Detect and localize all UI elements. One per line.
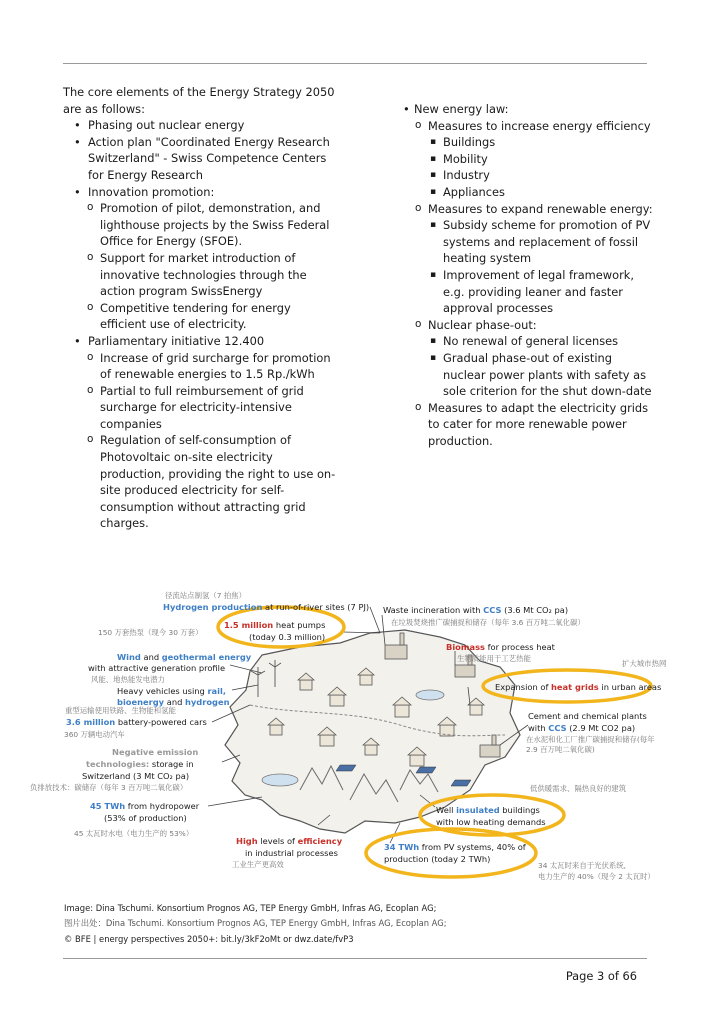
list-item: o Regulation of self-consumption of Photovoltaic on-site electricity production, providing the right to use on-site produced electricity for self-consumption without attracting grid charges.	[63, 432, 338, 532]
left-list	[63, 117, 338, 532]
list-item: • Phasing out nuclear energy	[63, 117, 338, 134]
list-item: o Measures to expand renewable energy:	[403, 201, 653, 218]
wind-label-2: with attractive generation profile	[88, 663, 226, 673]
list-item: ▪ Appliances	[403, 184, 653, 201]
wind-label-zh: 风能、地热能发电潜力	[91, 675, 165, 684]
heat-grids-label-zh: 扩大城市热网	[622, 659, 667, 668]
intro-paragraph: The core elements of the Energy Strategy 2050 are as follows:	[63, 85, 335, 116]
left-column	[63, 84, 338, 532]
vehicles-label: Heavy vehicles using rail,	[117, 686, 226, 696]
right-column	[403, 101, 653, 449]
heat-pumps-label-zh: 150 万套热泵（现今 30 万套）	[98, 628, 203, 637]
hydrogen-label-zh: 径流站点制氢（7 拍焦）	[165, 591, 246, 600]
negative-emission-label-3: Switzerland (3 Mt CO₂ pa)	[82, 771, 190, 781]
list-item: • Action plan "Coordinated Energy Research Switzerland" - Swiss Competence Centers for Energy Research	[63, 134, 338, 184]
list-item: • New energy law:	[403, 101, 653, 118]
insulated-label-zh: 低供暖需求、隔热良好的建筑	[530, 784, 627, 793]
pv-label-zh-2: 电力生产的 40%（现今 2 太瓦时）	[538, 872, 655, 881]
pv-label: 34 TWh from PV systems, 40% of	[384, 842, 526, 852]
list-item: o Competitive tendering for energy efficient use of electricity.	[63, 300, 338, 333]
cement-label-2: with CCS (2.9 Mt CO2 pa)	[528, 723, 636, 733]
image-credit: Image: Dina Tschumi. Konsortium Prognos AG, TEP Energy GmbH, Infras AG, Ecoplan AG;	[64, 903, 437, 913]
highlight-pv	[366, 829, 536, 877]
list-item: ▪ Mobility	[403, 151, 653, 168]
list-item: ▪ No renewal of general licenses	[403, 333, 653, 350]
list-item: o Nuclear phase-out:	[403, 317, 653, 334]
list-item: o Support for market introduction of innovative technologies through the action program SwissEnergy	[63, 250, 338, 300]
footer-rule	[63, 958, 647, 959]
efficiency-label: High levels of efficiency	[236, 836, 343, 846]
list-item: ▪ Industry	[403, 167, 653, 184]
list-item: ▪ Improvement of legal framework, e.g. providing leaner and faster approval processes	[403, 267, 653, 317]
right-list	[403, 101, 653, 449]
list-item: o Promotion of pilot, demonstration, and lighthouse projects by the Swiss Federal Office for Energy (SFOE).	[63, 200, 338, 250]
cars-label-zh: 360 万辆电动汽车	[64, 730, 125, 739]
wind-label: Wind and geothermal energy	[117, 652, 252, 662]
header-rule	[63, 63, 647, 64]
list-item: o Measures to adapt the electricity grids to cater for more renewable power production.	[403, 400, 653, 450]
cars-label: 3.6 million battery-powered cars	[66, 717, 207, 727]
hydropower-label: 45 TWh from hydropower	[90, 801, 200, 811]
negative-emission-label-zh: 负排放技术：碳储存（每年 3 百万吨二氧化碳）	[30, 783, 188, 792]
list-item: ▪ Subsidy scheme for promotion of PV systems and replacement of fossil heating system	[403, 217, 653, 267]
page-number: Page 3 of 66	[565, 969, 637, 983]
pv-label-2: production (today 2 TWh)	[384, 854, 491, 864]
cement-label-zh-2: 2.9 百万吨二氧化碳)	[526, 745, 595, 754]
hydropower-label-zh: 45 太瓦时水电（电力生产的 53%）	[74, 829, 194, 838]
insulated-label-2: with low heating demands	[436, 817, 546, 827]
vehicles-label-2: bioenergy and hydrogen	[117, 697, 230, 707]
heat-pumps-label-2: (today 0.3 million)	[249, 632, 326, 642]
energy-strategy-illustration	[0, 585, 721, 890]
hydropower-label-2: (53% of production)	[104, 813, 187, 823]
insulated-label: Well insulated buildings	[436, 805, 540, 815]
vehicles-label-zh: 重型运输使用铁路、生物能和氢能	[65, 706, 176, 715]
biomass-label-zh: 生物质能用于工艺热能	[457, 654, 531, 663]
efficiency-label-zh: 工业生产更高效	[232, 860, 284, 869]
list-item: • Parliamentary initiative 12.400	[63, 333, 338, 350]
cement-label: Cement and chemical plants	[528, 711, 647, 721]
heat-pumps-label: 1.5 million heat pumps	[224, 620, 326, 630]
pv-label-zh: 34 太瓦时来自于光伏系统,	[538, 861, 627, 870]
list-item: ▪ Gradual phase-out of existing nuclear power plants with safety as sole criterion for the shut down-date	[403, 350, 653, 400]
list-item: o Measures to increase energy efficiency	[403, 118, 653, 135]
negative-emission-label: Negative emission	[112, 747, 199, 757]
cement-label-zh: 在水泥和化工厂推广碳捕捉和储存(每年	[526, 735, 655, 744]
list-item: o Increase of grid surcharge for promotion of renewable energies to 1.5 Rp./kWh	[63, 350, 338, 383]
biomass-label: Biomass for process heat	[446, 642, 555, 652]
heat-grids-label: Expansion of heat grids in urban areas	[495, 682, 662, 692]
efficiency-label-2: in industrial processes	[245, 848, 338, 858]
list-item: o Partial to full reimbursement of grid surcharge for electricity-intensive companies	[63, 383, 338, 433]
list-item: ▪ Buildings	[403, 134, 653, 151]
negative-emission-label-2: technologies: storage in	[86, 759, 194, 769]
list-item: • Innovation promotion:	[63, 184, 338, 201]
image-credit-link: © BFE | energy perspectives 2050+: bit.ly/3kF2oMt or dwz.date/fvP3	[64, 934, 354, 944]
waste-incineration-label-zh: 在垃圾焚烧推广碳捕捉和储存（每年 3.6 百万吨二氧化碳）	[391, 618, 585, 627]
lake	[262, 774, 298, 786]
hydrogen-label: Hydrogen production at run-of-river sites (7 PJ)	[163, 602, 370, 612]
image-credit-zh: 图片出处：Dina Tschumi. Konsortium Prognos AG, TEP Energy GmbH, Infras AG, Ecoplan AG;	[64, 918, 447, 928]
lake	[416, 690, 444, 700]
waste-incineration-label: Waste incineration with CCS (3.6 Mt CO₂ pa)	[383, 605, 569, 615]
